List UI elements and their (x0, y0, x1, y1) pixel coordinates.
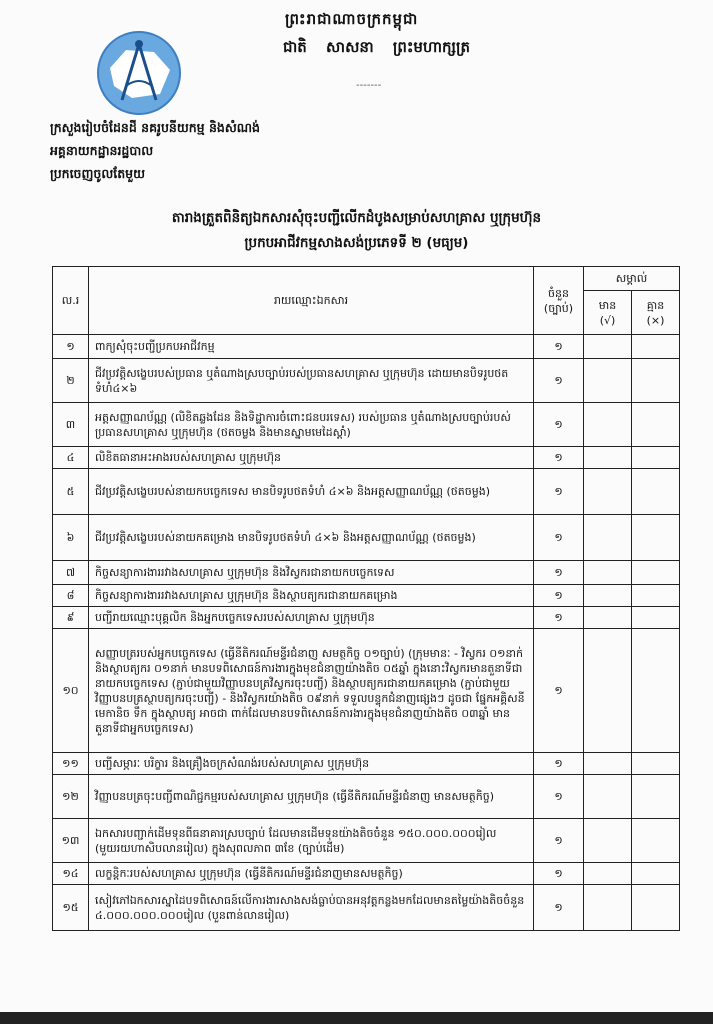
table-row (53, 885, 680, 931)
table-row (53, 863, 680, 885)
ornament-divider: ------- (356, 80, 382, 91)
department-name: អគ្គនាយកដ្ឋានរដ្ឋបាល (50, 143, 154, 158)
row-document: កិច្ចសន្យាការងាររវាងសហគ្រាស ឬក្រុមហ៊ុន និងស្ថាបត្យករជានាយកគម្រោង (89, 585, 534, 607)
table-row (53, 629, 680, 753)
office-name: ប្រកចេញចូលតែមួយ (50, 166, 145, 181)
row-have-checkbox[interactable] (584, 629, 632, 753)
row-document: វិញ្ញាបនបត្រចុះបញ្ជីពាណិជ្ជកម្មរបស់សហគ្រាស ឬក្រុមហ៊ុន (ធ្វើនីតិករណ៍មន្ទីរជំនាញ មានសមត្ថកិច្ច) (89, 775, 534, 819)
document-subtitle: ប្រកបអាជីវកម្មសាងសង់ប្រភេទទី ២ (មធ្យម) (244, 235, 469, 251)
header-have: មាន (√) (584, 291, 632, 335)
row-number: ១៥ (53, 885, 89, 931)
table-row (53, 775, 680, 819)
row-have-checkbox[interactable] (584, 403, 632, 447)
row-quantity: ១ (534, 775, 584, 819)
row-have-checkbox[interactable] (584, 469, 632, 515)
row-have-checkbox[interactable] (584, 447, 632, 469)
row-document: សៀវភៅឯកសារស្នាដៃបទពិសោធន៍លើការងារសាងសង់ធ្លាប់បានអនុវត្តកន្លងមកដែលមានតម្លៃយ៉ាងតិចចំនួន ៤.០០០.០០០.០០០រៀល (បួនពាន់លានរៀល) (89, 885, 534, 931)
row-quantity: ១ (534, 515, 584, 561)
row-have-checkbox[interactable] (584, 335, 632, 359)
row-quantity: ១ (534, 359, 584, 403)
row-have-checkbox[interactable] (584, 885, 632, 931)
row-number: ១០ (53, 629, 89, 753)
table-row (53, 469, 680, 515)
table-row (53, 561, 680, 585)
row-number: ៩ (53, 607, 89, 629)
row-document: ពាក្យសុំចុះបញ្ជីប្រកបអាជីវកម្ម (89, 335, 534, 359)
row-quantity: ១ (534, 447, 584, 469)
row-none-checkbox[interactable] (632, 469, 680, 515)
document-title: តារាងត្រួតពិនិត្យឯកសារសុំចុះបញ្ជីលើកដំបូងសម្រាប់សហគ្រាស ឬក្រុមហ៊ុន (171, 210, 542, 226)
table-row (53, 607, 680, 629)
kingdom-heading: ព្រះរាជាណាចក្រកម្ពុជា (285, 10, 419, 28)
row-none-checkbox[interactable] (632, 515, 680, 561)
row-have-checkbox[interactable] (584, 863, 632, 885)
row-none-checkbox[interactable] (632, 359, 680, 403)
row-none-checkbox[interactable] (632, 863, 680, 885)
table-row (53, 585, 680, 607)
row-quantity: ១ (534, 819, 584, 863)
row-none-checkbox[interactable] (632, 819, 680, 863)
row-document: បញ្ជីសម្ភារៈ បរិក្ខារ និងគ្រឿងចក្រសំណង់របស់សហគ្រាស ឬក្រុមហ៊ុន (89, 753, 534, 775)
row-quantity: ១ (534, 863, 584, 885)
row-document: លក្ខន្តិកៈរបស់សហគ្រាស ឬក្រុមហ៊ុន (ធ្វើនីតិករណ៍មន្ទីរជំនាញមានសមត្ថកិច្ច) (89, 863, 534, 885)
row-none-checkbox[interactable] (632, 753, 680, 775)
row-number: ៣ (53, 403, 89, 447)
row-number: ២ (53, 359, 89, 403)
row-document: បញ្ជីរាយឈ្មោះបុគ្គលិក និងអ្នកបច្ចេកទេសរបស់សហគ្រាស ឬក្រុមហ៊ុន (89, 607, 534, 629)
row-quantity: ១ (534, 585, 584, 607)
table-row (53, 515, 680, 561)
row-none-checkbox[interactable] (632, 885, 680, 931)
row-none-checkbox[interactable] (632, 561, 680, 585)
table-row (53, 403, 680, 447)
row-number: ១៣ (53, 819, 89, 863)
row-number: ៧ (53, 561, 89, 585)
row-document: ជីវប្រវត្តិសង្ខេបរបស់នាយកគម្រោង មានបិទរូបថតទំហំ ៤×៦ និងអត្តសញ្ញាណប័ណ្ណ (ថតចម្លង) (89, 515, 534, 561)
row-none-checkbox[interactable] (632, 585, 680, 607)
row-number: ១៤ (53, 863, 89, 885)
ministry-logo (96, 30, 182, 116)
row-none-checkbox[interactable] (632, 447, 680, 469)
row-number: ៦ (53, 515, 89, 561)
table-row (53, 447, 680, 469)
table-row (53, 335, 680, 359)
row-number: ៤ (53, 447, 89, 469)
row-document: ជីវប្រវត្តិសង្ខេបរបស់នាយកបច្ចេកទេស មានបិទរូបថតទំហំ ៤×៦ និងអត្តសញ្ញាណប័ណ្ណ (ថតចម្លង) (89, 469, 534, 515)
ministry-name: ក្រសួងរៀបចំដែនដី នគរូបនីយកម្ម និងសំណង់ (50, 120, 260, 135)
row-number: ១២ (53, 775, 89, 819)
checklist-table (52, 266, 680, 931)
page-bottom-edge (0, 1012, 713, 1024)
table-row (53, 359, 680, 403)
row-quantity: ១ (534, 607, 584, 629)
header-remarks: សម្គាល់ (584, 267, 680, 291)
row-number: ៥ (53, 469, 89, 515)
table-row (53, 753, 680, 775)
row-have-checkbox[interactable] (584, 753, 632, 775)
row-quantity: ១ (534, 885, 584, 931)
row-document: ជីវប្រវត្តិសង្ខេបរបស់ប្រធាន ឬតំណាងស្របច្បាប់របស់ប្រធានសហគ្រាស ឬក្រុមហ៊ុន ដោយមានបិទរូបថតទំហំ៤×៦ (89, 359, 534, 403)
row-none-checkbox[interactable] (632, 775, 680, 819)
row-number: ១ (53, 335, 89, 359)
row-document: អត្តសញ្ញាណប័ណ្ណ (លិខិតឆ្លងដែន និងទិដ្ឋាការចំពោះជនបរទេស) របស់ប្រធាន ឬតំណាងស្របច្បាប់របស់ប្រធានសហគ្រាស ឬក្រុមហ៊ុន (ថតចម្លង និងមានស្នាមមេដៃស្តាំ) (89, 403, 534, 447)
row-have-checkbox[interactable] (584, 775, 632, 819)
row-quantity: ១ (534, 753, 584, 775)
row-quantity: ១ (534, 469, 584, 515)
row-have-checkbox[interactable] (584, 359, 632, 403)
row-document: កិច្ចសន្យាការងាររវាងសហគ្រាស ឬក្រុមហ៊ុន និងវិស្វករជានាយកបច្ចេកទេស (89, 561, 534, 585)
row-number: ៨ (53, 585, 89, 607)
row-none-checkbox[interactable] (632, 403, 680, 447)
row-have-checkbox[interactable] (584, 607, 632, 629)
table-row (53, 819, 680, 863)
row-have-checkbox[interactable] (584, 561, 632, 585)
row-quantity: ១ (534, 629, 584, 753)
row-have-checkbox[interactable] (584, 819, 632, 863)
header-quantity: ចំនួន (ច្បាប់) (534, 267, 584, 335)
header-number: ល.រ (53, 267, 89, 335)
row-none-checkbox[interactable] (632, 629, 680, 753)
header-document-list: រាយឈ្មោះឯកសារ (89, 267, 534, 335)
header-none: គ្មាន (×) (632, 291, 680, 335)
row-quantity: ១ (534, 335, 584, 359)
row-have-checkbox[interactable] (584, 515, 632, 561)
row-quantity: ១ (534, 403, 584, 447)
row-document: ឯកសារបញ្ជាក់ដើមទុនពីធនាគារស្របច្បាប់ ដែលមានដើមទុនយ៉ាងតិចចំនួន ១៥០.០០០.០០០រៀល (មួយរយហាសិបលានរៀល) ក្នុងសុពលភាព ៣ខែ (ច្បាប់ដើម) (89, 819, 534, 863)
row-none-checkbox[interactable] (632, 335, 680, 359)
row-document: លិខិតធានាអះអាងរបស់សហគ្រាស ឬក្រុមហ៊ុន (89, 447, 534, 469)
national-motto: ជាតិ សាសនា ព្រះមហាក្សត្រ (283, 38, 470, 56)
row-have-checkbox[interactable] (584, 585, 632, 607)
row-number: ១១ (53, 753, 89, 775)
row-document: សញ្ញាបត្ររបស់អ្នកបច្ចេកទេស (ធ្វើនីតិករណ៍មន្ទីរជំនាញ សមត្ថកិច្ច ០១ច្បាប់) (ក្រុមមានៈ - វិស្វករ ០១នាក់ និងស្ថាបត្យករ ០១នាក់ មានបទពិសោធន៍ការងារក្នុងមុខជំនាញយ៉ាងតិច ០៥ឆ្នាំ ក្នុងនោះវិស្វករមានតួនាទីជានាយកបច្ចេកទេស (ភ្ជាប់ជាមួយវិញ្ញាបនបត្រវិស្វករចុះបញ្ជី) និងស្ថាបត្យករជានាយកគម្រោង (ភ្ជាប់ជាមួយវិញ្ញាបនបត្រស្ថាបត្យករចុះបញ្ជី) - និងវិស្វករយ៉ាងតិច ០៩នាក់ ទទួលបន្ទុកជំនាញផ្សេងៗ ដូចជា ផ្នែកអគ្គិសនី មេកានិច ទឹក ក្នុងស្ថាបត្យ អាចជា ពាក់ដែលមានបទពិសោធន៍ការងារក្នុងមុខជំនាញយ៉ាងតិច ០៣ឆ្នាំ មានតួនាទីជាអ្នកបច្ចេកទេស) (89, 629, 534, 753)
row-none-checkbox[interactable] (632, 607, 680, 629)
row-quantity: ១ (534, 561, 584, 585)
